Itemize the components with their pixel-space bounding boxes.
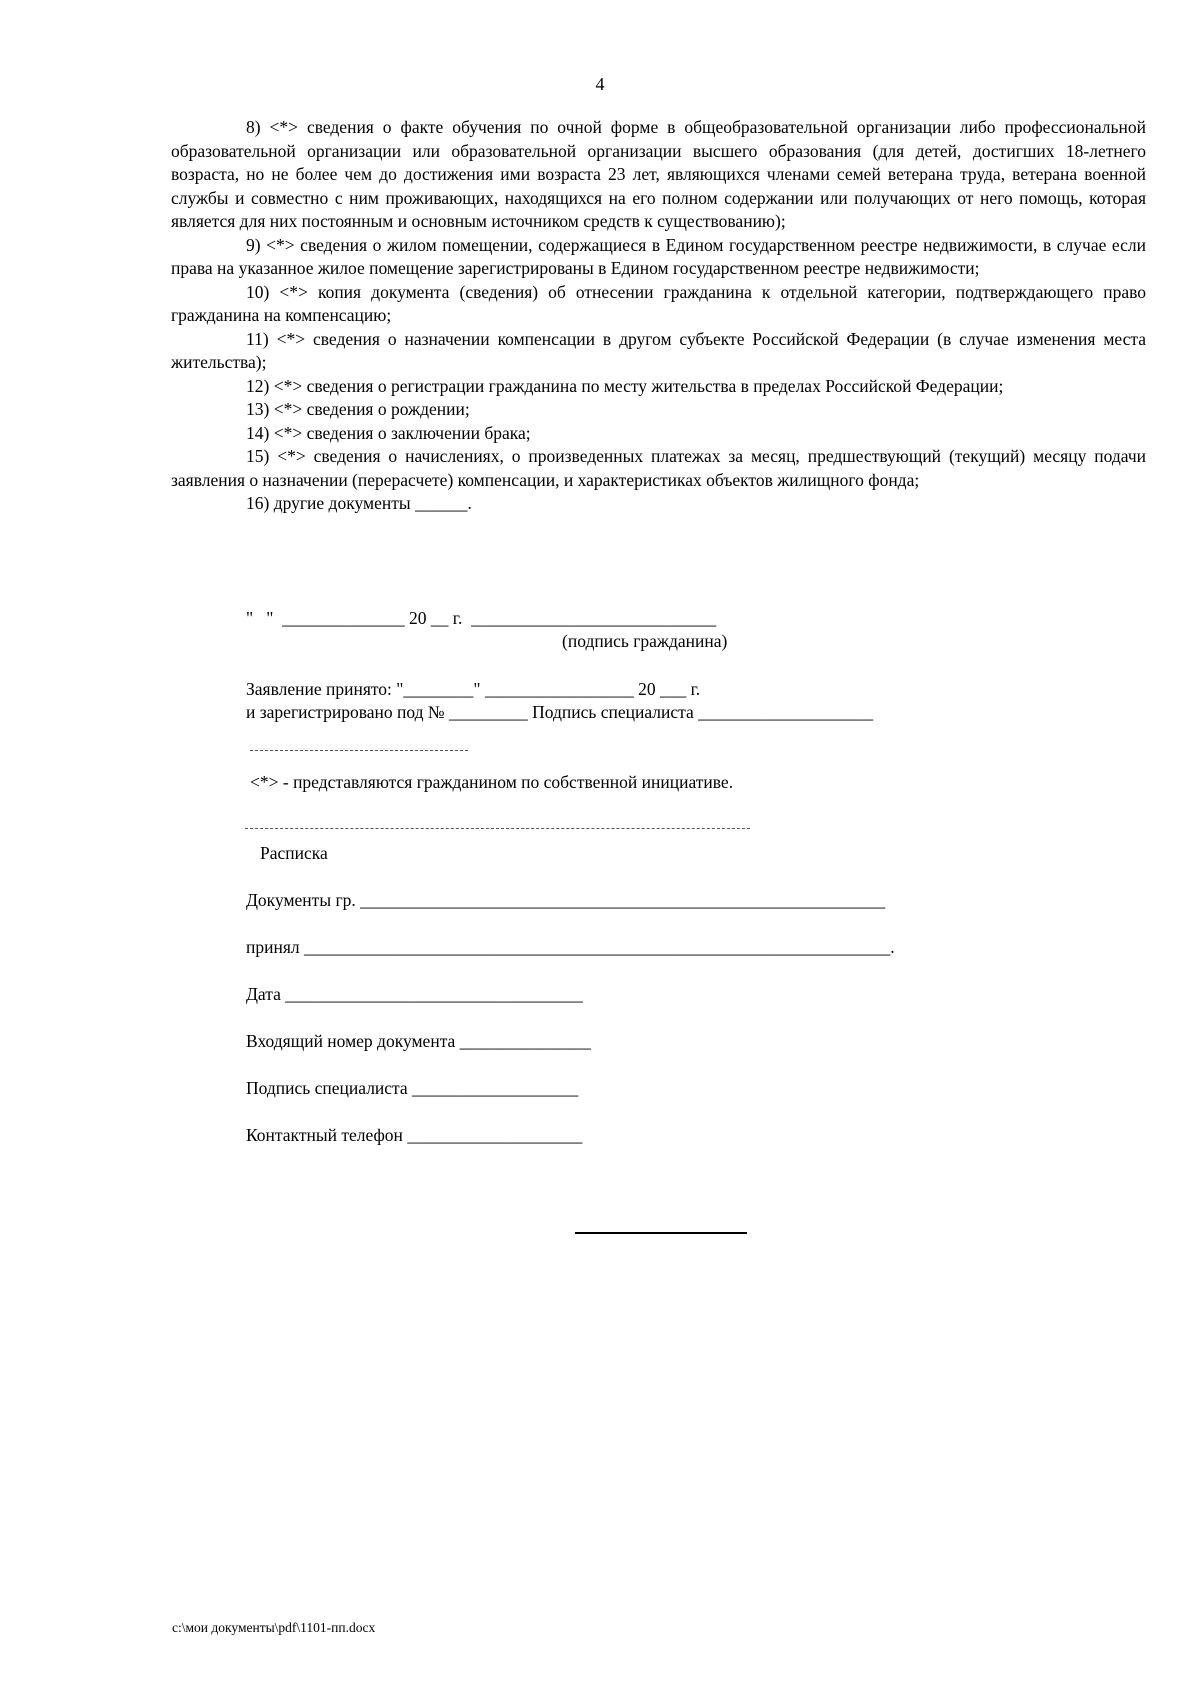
list-item: 8) <*> сведения о факте обучения по очной форме в общеобразовательной организации либо профессиональной образовательной организации или образовательной организации высшего образования (для детей, достигших 18-летнего возраста, но не более чем до достижения ими возраста 23 лет, являющихся членами семей ветерана труда, ветерана военной службы и совместно с ним проживающих, находящихся на его полном содержании или получающих от него помощь, которая является для них постоянным и основным источником средств к существованию); xyxy=(171,117,1146,231)
end-rule xyxy=(575,1232,747,1234)
receipt-phone-field: Контактный телефон ____________________ xyxy=(246,1125,583,1145)
registration-line: и зарегистрировано под № _________ Подпись специалиста ____________________ xyxy=(246,702,874,722)
receipt-documents-field: Документы гр. ____________________________________________________________ xyxy=(246,890,886,910)
footnote: <*> - представляются гражданином по собственной инициативе. xyxy=(250,772,734,792)
list-item: 15) <*> сведения о начислениях, о произведенных платежах за месяц, предшествующий (текущий) месяцу подачи заявления о назначении (перерасчете) компенсации, и характеристиках объектов жилищного фонда; xyxy=(171,446,1146,490)
footer-file-path: c:\мои документы\pdf\1101-пп.docx xyxy=(172,1620,376,1635)
citizen-signature-caption: (подпись гражданина) xyxy=(562,631,728,651)
receipt-accepted-by-field: принял ___________________________________________________________________. xyxy=(246,937,895,957)
list-item: 14) <*> сведения о заключении брака; xyxy=(246,422,531,443)
application-accepted-line: Заявление принято: "________" _________________ 20 ___ г. xyxy=(246,679,701,699)
list-item: 9) <*> сведения о жилом помещении, содержащиеся в Едином государственном реестре недвижимости, в случае если права на указанное жилое помещение зарегистрированы в Едином государственном реестре недвижимости; xyxy=(171,234,1146,278)
list-item: 16) другие документы ______. xyxy=(246,493,472,513)
footnote-separator xyxy=(250,750,468,751)
receipt-separator xyxy=(245,828,750,829)
receipt-title: Расписка xyxy=(260,843,328,863)
receipt-specialist-signature-field: Подпись специалиста ___________________ xyxy=(246,1078,579,1098)
citizen-signature-line: " " ______________ 20 __ г. ____________________________ xyxy=(246,608,717,628)
list-item: 12) <*> сведения о регистрации гражданина по месту жительства в пределах Российской Федерации; xyxy=(246,375,1004,396)
receipt-incoming-number-field: Входящий номер документа _______________ xyxy=(246,1031,591,1051)
list-item: 10) <*> копия документа (сведения) об отнесении гражданина к отдельной категории, подтверждающего право гражданина на компенсацию; xyxy=(171,281,1146,325)
document-list xyxy=(171,116,1146,516)
receipt-date-field: Дата __________________________________ xyxy=(246,984,583,1004)
list-item: 13) <*> сведения о рождении; xyxy=(246,399,470,419)
page-number: 4 xyxy=(595,74,605,94)
list-item: 11) <*> сведения о назначении компенсации в другом субъекте Российской Федерации (в случае изменения места жительства); xyxy=(171,328,1146,372)
